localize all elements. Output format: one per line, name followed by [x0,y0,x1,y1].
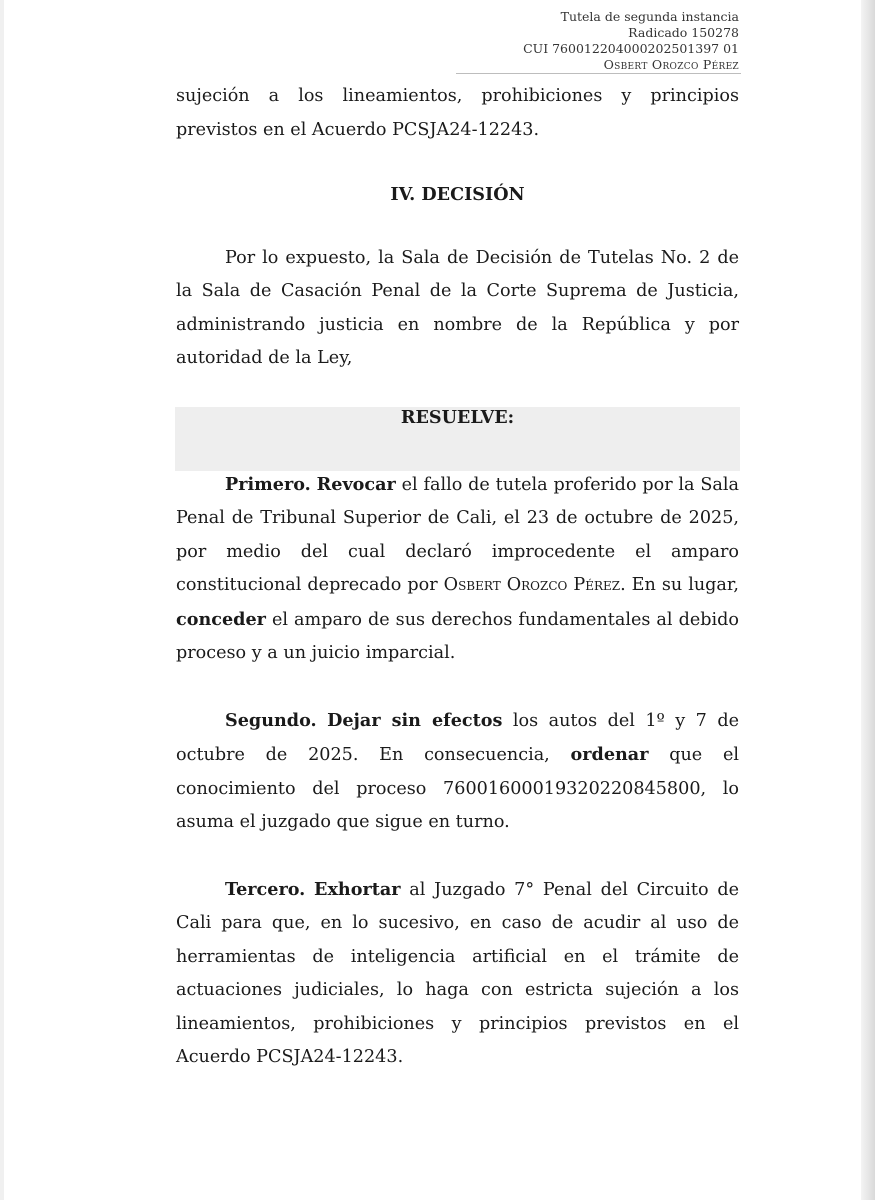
segundo-label: Segundo. [225,709,317,731]
primero-text-b: . En su lugar, [620,575,739,595]
tercero-verb: Exhortar [314,878,401,900]
resuelve-band [175,407,740,471]
segundo-text-a: los autos del 1º y 7 de octubre de 2025. En consecuencia, [176,710,739,765]
primero-party: Osbert Orozco Pérez [443,575,621,595]
tercero-label: Tercero. [225,878,306,900]
header-cui: CUI 760012204000202501397 01 [523,41,739,56]
tercero-text-a: al Juzgado 7° Penal del Circuito de Cali para que, en lo sucesivo, en caso de acudir al uso de herramientas de inteligencia artificial en el trámite de actuaciones judiciales, lo haga con estricta sujeción a los lineamientos, prohibiciones y principios previstos en el Acuerdo PCSJA24-12243. [176,879,740,1067]
decision-paragraph [176,242,739,376]
segundo-verb2: ordenar [570,744,649,765]
page-left-edge [0,0,4,1200]
primero-verb2: conceder [176,608,266,630]
header-case-type: Tutela de segunda instancia [560,9,739,24]
intro-paragraph [176,80,739,147]
primero-verb: Revocar [316,473,396,495]
header-divider [456,73,741,74]
decision-text: Por lo expuesto, la Sala de Decisión de Tutelas No. 2 de la Sala de Casación Penal de la Corte Suprema de Justicia, administrando justicia en nombre de la República y por autoridad de la Ley, [176,247,739,368]
header-party-name: Osbert Orozco Pérez [603,57,739,72]
segundo-paragraph [176,704,739,840]
tercero-paragraph [176,873,739,1075]
primero-paragraph [176,468,739,671]
segundo-text-b: que el conocimiento del proceso 76001600019320220845800, lo asuma el juzgado que sigue en turno. [176,745,739,832]
page-right-edge [861,0,875,1200]
document-body [176,80,739,1075]
intro-text: sujeción a los lineamientos, prohibiciones y principios previstos en el Acuerdo PCSJA24-12243. [176,86,739,140]
primero-text-c: el amparo de sus derechos fundamentales al debido proceso y a un juicio imparcial. [176,609,739,663]
primero-text-a: el fallo de tutela proferido por la Sala Penal de Tribunal Superior de Cali, el 23 de octubre de 2025, por medio del cual declaró improcedente el amparo constitucional deprecado por [176,474,740,595]
resuelve-heading: RESUELVE: [400,406,515,428]
decision-heading: IV. DECISIÓN [390,184,525,205]
header-radicado: Radicado 150278 [628,25,739,40]
running-header [523,9,739,73]
primero-label: Primero. [225,473,311,495]
segundo-verb: Dejar sin efectos [327,709,503,731]
